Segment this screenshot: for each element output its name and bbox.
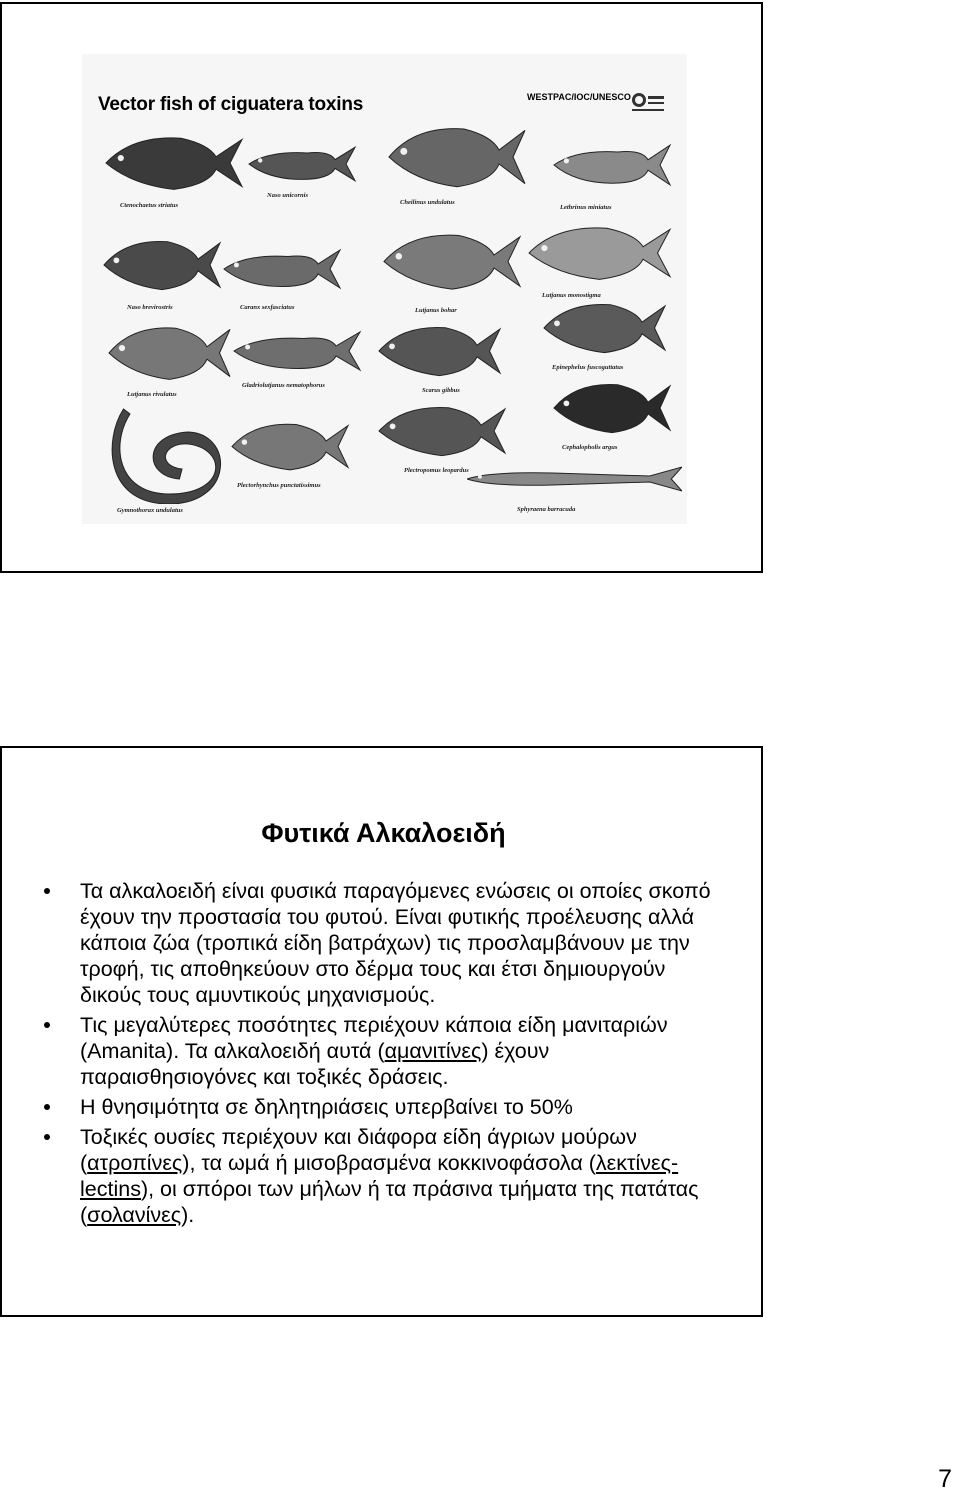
bullet-text: Τοξικές ουσίες περιέχουν και διάφορα είδη άγριων μούρων ( [80, 1125, 637, 1175]
hyperlink-lectins[interactable]: λεκτίνες- lectins [80, 1151, 679, 1201]
bullet-text: Τις μεγαλύτερες ποσότητες περιέχουν κάποια είδη μανιταριών (Amanita). Τα αλκαλοειδή αυτά ( [80, 1013, 668, 1063]
bullet-text: Η θνησιμότητα σε δηλητηριάσεις υπερβαίνει το 50% [80, 1095, 573, 1119]
fish-species-label: Cheilinus undulatus [400, 199, 455, 206]
fish-species-label: Naso unicornis [267, 192, 308, 199]
slide-1 [0, 2, 763, 573]
fish-species-label: Lutjanus monostigma [542, 292, 601, 299]
bullet-list [42, 878, 722, 1232]
slide-2 [0, 746, 763, 1317]
hyperlink-amanitins[interactable]: αμανιτίνες [384, 1039, 482, 1063]
fish-image [230, 419, 350, 474]
bullet-icon [44, 1022, 50, 1028]
poster-organization: WESTPAC/IOC/UNESCO [527, 92, 631, 102]
fish-species-label: Cephalopholis argus [562, 444, 618, 451]
westpac-logo-icon [630, 90, 666, 112]
bullet-icon [44, 1134, 50, 1140]
fish-image [377, 322, 502, 380]
fish-species-label: Ctenochaetus striatus [120, 202, 178, 209]
bullet-item [42, 1012, 722, 1090]
fish-image [542, 299, 667, 357]
bullet-text: ), οι σπόροι των μήλων ή τα πράσινα τμήματα της πατάτας ( [80, 1177, 699, 1227]
hyperlink-solanines[interactable]: σολανίνες [87, 1203, 182, 1227]
fish-species-label: Scarus gibbus [422, 387, 460, 394]
fish-image [232, 326, 362, 376]
bullet-text: Τα αλκαλοειδή είναι φυσικά παραγόμενες ενώσεις οι οποίες σκοπό έχουν την προστασία του φυτού. Είναι φυτικής προέλευσης αλλά κάποια ζώα (τροπικά είδη βατράχων) τις προσλαμβάνουν με την τροφή, τις αποθηκεύουν στο δέρμα τους και έτσι δημιουργούν δικούς τους αμυντικούς μηχανισμούς. [80, 879, 711, 1007]
fish-image [387, 122, 527, 192]
fish-image [552, 139, 672, 191]
ciguatera-fish-poster [82, 54, 687, 524]
page-number: 7 [938, 1465, 952, 1493]
fish-image [382, 229, 522, 294]
fish-species-label: Plectropomus leopardus [404, 467, 469, 474]
bullet-icon [44, 888, 50, 894]
poster-title: Vector fish of ciguatera toxins [98, 94, 364, 115]
bullet-text: ) έχουν παραισθησιογόνες και τοξικές δράσεις. [80, 1039, 550, 1089]
fish-species-label: Sphyraena barracuda [517, 506, 576, 513]
hyperlink-atropines[interactable]: ατροπίνες [87, 1151, 183, 1175]
fish-species-label: Lutjanus bohar [415, 307, 457, 314]
bullet-text: ). [181, 1203, 195, 1227]
bullet-text: ), τα ωμά ή μισοβρασμένα κοκκινοφάσολα ( [182, 1151, 596, 1175]
fish-species-label: Epinephelus fuscoguttatus [552, 364, 624, 371]
fish-species-label: Caranx sexfasciatus [240, 304, 295, 311]
fish-image [104, 404, 234, 504]
bullet-item [42, 878, 722, 1008]
fish-image [527, 222, 672, 284]
fish-species-label: Gladriolutjanus nematophorus [242, 382, 325, 389]
fish-image [552, 379, 672, 437]
fish-species-label: Lethrinus miniatus [560, 204, 612, 211]
fish-image [104, 132, 244, 194]
bullet-item [42, 1094, 722, 1120]
bullet-item [42, 1124, 722, 1228]
fish-image [377, 402, 507, 460]
fish-species-label: Plectorhynchus punctatissimus [237, 482, 321, 489]
fish-image [247, 142, 357, 186]
fish-image [102, 236, 222, 294]
fish-image [222, 244, 342, 294]
bullet-icon [44, 1104, 50, 1110]
slide-title: Φυτικά Αλκαλοειδή [261, 818, 506, 848]
fish-species-label: Gymnothorax undulatus [117, 507, 183, 514]
fish-species-label: Naso brevirostris [127, 304, 173, 311]
fish-image [107, 322, 232, 384]
fish-species-label: Lutjanus rivulatus [127, 391, 177, 398]
fish-image [467, 464, 682, 494]
